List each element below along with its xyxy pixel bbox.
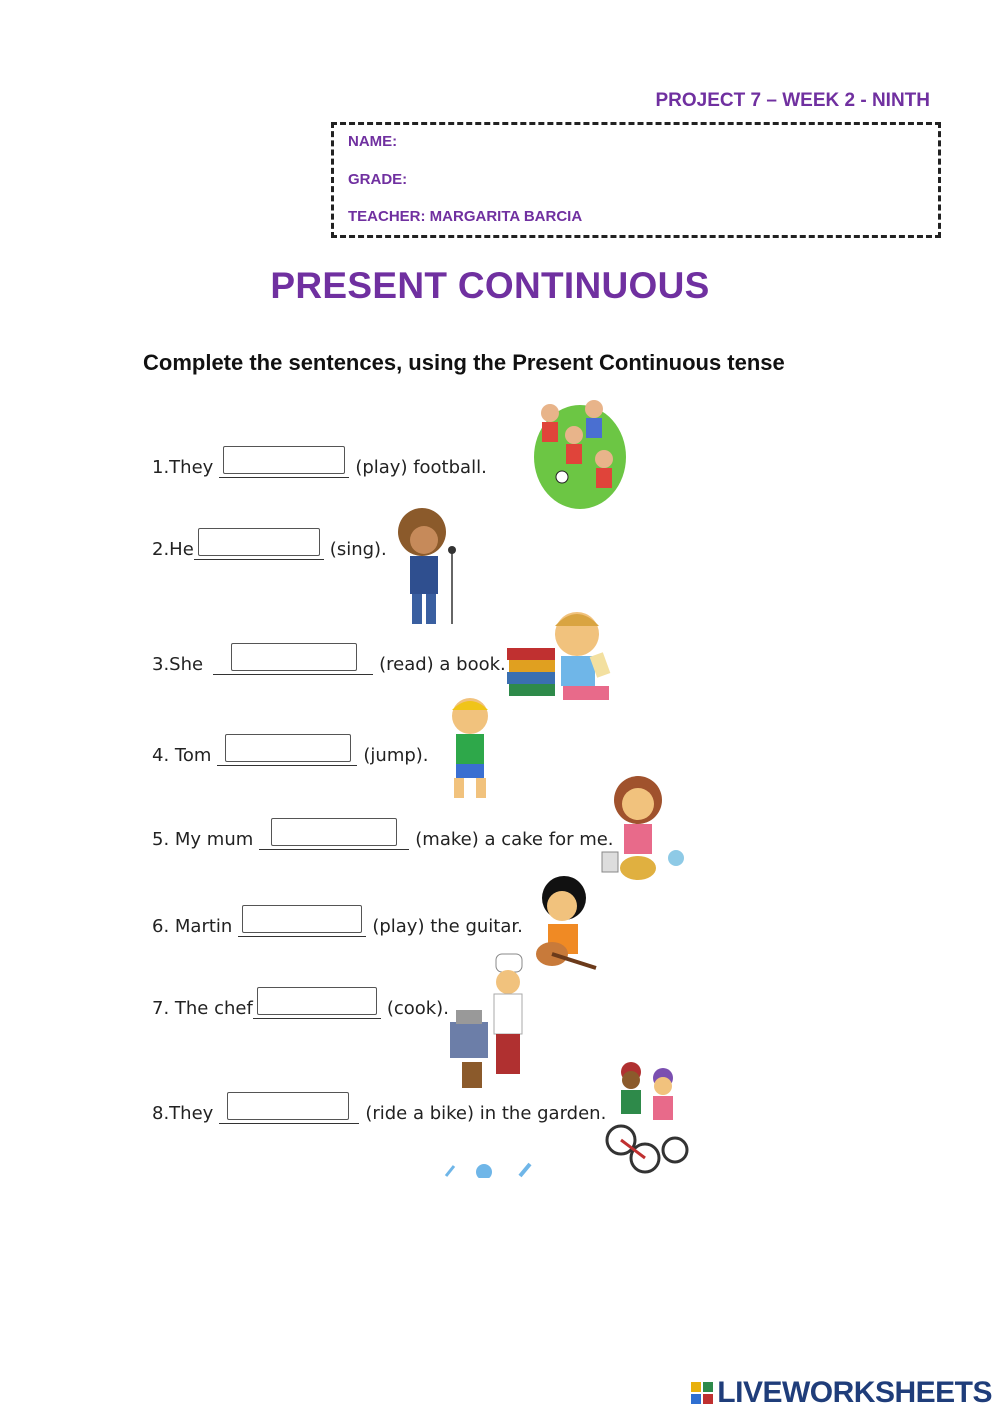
answer-line <box>259 827 409 850</box>
grade-label: GRADE: <box>348 171 408 188</box>
kids-playing-football-illustration <box>528 395 628 515</box>
exercise-hint: (play) football. <box>355 457 487 478</box>
project-label: PROJECT 7 – WEEK 2 - NINTH <box>655 90 930 111</box>
teacher-label: TEACHER: MARGARITA BARCIA <box>348 208 583 225</box>
answer-line <box>213 652 373 675</box>
exercise-3 <box>152 652 506 675</box>
answer-box-1[interactable] <box>223 446 345 474</box>
liveworksheets-logo <box>691 1376 992 1410</box>
exercise-subject: 4. Tom <box>152 745 212 766</box>
exercise-subject: 6. Martin <box>152 916 233 937</box>
boy-singing-illustration <box>392 502 472 634</box>
answer-box-2[interactable] <box>198 528 320 556</box>
exercise-5 <box>152 827 614 850</box>
liveworksheets-brand: LIVEWORKSHEETS <box>717 1376 992 1409</box>
answer-line <box>217 743 357 766</box>
exercise-subject: 8.They <box>152 1103 214 1124</box>
worksheet-title: PRESENT CONTINUOUS <box>270 265 710 306</box>
exercise-subject: 7. The chef <box>152 998 253 1019</box>
exercise-hint: (read) a book. <box>379 654 506 675</box>
exercise-subject: 2.He <box>152 539 194 560</box>
boy-playing-guitar-illustration <box>530 872 602 976</box>
exercise-8 <box>152 1101 606 1124</box>
kids-riding-bikes-illustration <box>605 1058 690 1180</box>
exercise-subject: 3.She <box>152 654 204 675</box>
exercise-hint: (play) the guitar. <box>372 916 523 937</box>
student-info-box <box>331 122 941 238</box>
exercise-hint: (make) a cake for me. <box>415 829 614 850</box>
exercise-1 <box>152 455 487 478</box>
answer-line <box>219 1101 359 1124</box>
answer-box-8[interactable] <box>227 1092 349 1120</box>
exercise-4 <box>152 743 429 766</box>
exercise-subject: 1.They <box>152 457 214 478</box>
exercise-7 <box>152 996 449 1019</box>
mum-baking-illustration <box>598 770 693 890</box>
answer-line <box>238 914 366 937</box>
answer-box-6[interactable] <box>242 905 362 933</box>
answer-box-7[interactable] <box>257 987 377 1015</box>
answer-line <box>219 455 349 478</box>
answer-line <box>253 996 381 1019</box>
answer-box-4[interactable] <box>225 734 351 762</box>
boy-jumping-illustration <box>440 692 500 812</box>
instructions: Complete the sentences, using the Present Continuous tense <box>143 350 785 375</box>
exercise-hint: (ride a bike) in the garden. <box>365 1103 607 1124</box>
answer-box-3[interactable] <box>231 643 357 671</box>
exercise-subject: 5. My mum <box>152 829 254 850</box>
cropped-illustration <box>440 1160 540 1178</box>
exercise-2 <box>152 537 387 560</box>
answer-box-5[interactable] <box>271 818 397 846</box>
exercise-6 <box>152 914 523 937</box>
girl-reading-illustration <box>505 600 620 712</box>
liveworksheets-mark-icon <box>691 1382 713 1404</box>
name-label: NAME: <box>348 133 398 150</box>
exercise-hint: (jump). <box>363 745 429 766</box>
exercise-hint: (cook). <box>386 998 449 1019</box>
exercise-hint: (sing). <box>329 539 387 560</box>
chef-cooking-illustration <box>448 950 533 1092</box>
answer-line <box>194 537 324 560</box>
